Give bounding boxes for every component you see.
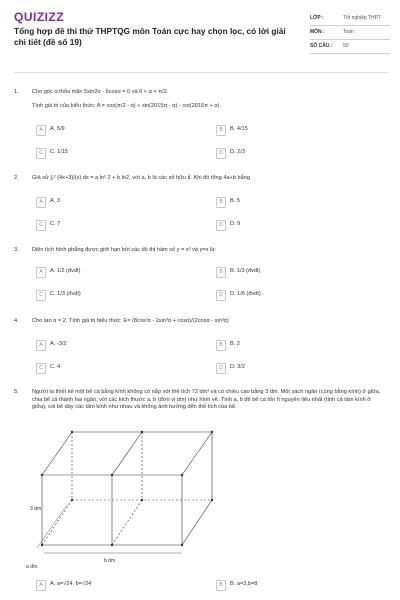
meta-table bbox=[310, 12, 390, 54]
meta-row-count bbox=[310, 40, 390, 54]
meta-value: Toán bbox=[343, 29, 354, 35]
option-box: C bbox=[36, 148, 46, 159]
option-box: A bbox=[36, 340, 46, 351]
question-number: 5. bbox=[14, 389, 19, 395]
option-text: D. 2/3 bbox=[230, 149, 245, 155]
option-box: B bbox=[216, 267, 226, 278]
option-d[interactable] bbox=[216, 220, 386, 230]
question-text: Giả sử ∫₁² (4x+3)/(x) dx = a ln² 2 + b ln2, với a, b là các số hữu tỉ. Khi đó tổng 4a+b bằng bbox=[32, 175, 250, 181]
option-text: B. 2 bbox=[230, 341, 240, 347]
option-box: D bbox=[216, 220, 226, 231]
question-1 bbox=[14, 89, 388, 169]
option-text: A. 3 bbox=[50, 198, 60, 204]
quizizz-logo: QUIZIZZ bbox=[14, 10, 65, 24]
question-text: Cho tan α = 2. Tính giá trị biểu thức: E= (8cos³α - 2sin³α + cosα)/(2cosα - sin³α) bbox=[32, 318, 229, 324]
option-c[interactable] bbox=[36, 363, 206, 373]
option-a[interactable] bbox=[36, 580, 206, 590]
question-number: 1. bbox=[14, 89, 19, 95]
height-label: 3 dm bbox=[30, 506, 42, 512]
meta-row-class bbox=[310, 12, 390, 26]
option-text: C. 7 bbox=[50, 221, 61, 227]
option-b[interactable] bbox=[216, 340, 386, 350]
option-box: C bbox=[36, 290, 46, 301]
question-3 bbox=[14, 247, 388, 307]
option-text: C. 1/3 (đvdt) bbox=[50, 291, 81, 297]
option-b[interactable] bbox=[216, 125, 386, 135]
option-text: A. 5/9 bbox=[50, 126, 65, 132]
option-text: A. -3/2 bbox=[50, 341, 67, 347]
option-text: A. 1/2 (đvdt) bbox=[50, 268, 81, 274]
option-box: A bbox=[36, 267, 46, 278]
option-a[interactable] bbox=[36, 267, 206, 277]
meta-key: LỚP : bbox=[310, 15, 324, 21]
option-text: D. 3/2 bbox=[230, 364, 245, 370]
option-box: D bbox=[216, 363, 226, 374]
option-text: B. 1/3 (đvdt) bbox=[230, 268, 261, 274]
question-4 bbox=[14, 318, 388, 378]
option-text: C. 1/15 bbox=[50, 149, 69, 155]
meta-row-subject bbox=[310, 26, 390, 40]
question-text bbox=[32, 89, 382, 110]
meta-key: SỐ CÂU : bbox=[310, 43, 333, 49]
option-box: A bbox=[36, 580, 46, 591]
option-c[interactable] bbox=[36, 220, 206, 230]
option-box: C bbox=[36, 220, 46, 231]
option-box: A bbox=[36, 197, 46, 208]
option-box: D bbox=[216, 290, 226, 301]
header bbox=[0, 0, 400, 72]
option-text: A. a=√24, b=√24 bbox=[50, 581, 92, 587]
option-a[interactable] bbox=[36, 197, 206, 207]
option-text: D. 9 bbox=[230, 221, 241, 227]
option-a[interactable] bbox=[36, 125, 206, 135]
option-text: B. a=3,b=8 bbox=[230, 581, 258, 587]
a-label: a dm bbox=[26, 564, 38, 570]
page-title: Tổng hợp đề thi thử THPTQG môn Toán cực hay chọn lọc, có lời giải chi tiết (đề số 19) bbox=[14, 26, 286, 47]
option-box: C bbox=[36, 363, 46, 374]
option-c[interactable] bbox=[36, 148, 206, 158]
option-text: D. 1/6 (đvdt) bbox=[230, 291, 261, 297]
question-line: Cho góc α thỏa mãn 5sin2α - 6cosα = 0 và 0 < α < π/2. bbox=[32, 89, 169, 95]
option-c[interactable] bbox=[36, 290, 206, 300]
option-box: B bbox=[216, 197, 226, 208]
option-box: A bbox=[36, 125, 46, 136]
question-line: Tính giá trị của biểu thức: A = cos(π/2 - α) + sin(2015π - α) - cot(2016π + α). bbox=[32, 102, 222, 109]
question-text: Diện tích hình phẳng được giới hạn bởi các đồ thị hàm số y = x² và y=x là: bbox=[32, 247, 216, 253]
option-b[interactable] bbox=[216, 580, 386, 590]
question-number: 2. bbox=[14, 175, 19, 181]
fish-tank-figure bbox=[26, 420, 272, 570]
question-number: 4. bbox=[14, 318, 19, 324]
meta-value: 50 bbox=[343, 43, 349, 49]
option-text: B. 4/15 bbox=[230, 126, 248, 132]
option-box: B bbox=[216, 340, 226, 351]
option-b[interactable] bbox=[216, 197, 386, 207]
b-label: b dm bbox=[104, 558, 116, 564]
header-divider bbox=[14, 72, 388, 73]
option-text: B. 5 bbox=[230, 198, 240, 204]
option-box: B bbox=[216, 125, 226, 136]
meta-key: MÔN : bbox=[310, 29, 325, 35]
option-box: D bbox=[216, 148, 226, 159]
question-2 bbox=[14, 175, 388, 235]
option-d[interactable] bbox=[216, 290, 386, 300]
option-d[interactable] bbox=[216, 148, 386, 158]
meta-value: Tốt nghiệp THPT bbox=[343, 15, 381, 21]
option-b[interactable] bbox=[216, 267, 386, 277]
option-text: C. 4 bbox=[50, 364, 61, 370]
option-box: B bbox=[216, 580, 226, 591]
question-text: Người ta thiết kế một bể cá bằng kính không có nắp với thể tích 72 dm³ và có chiều cao bằng 3 dm. Một vách ngăn (cùng bằng kính) ở giữa, chia bể cá thành hai ngăn, với các kích thước a, b (đơn vị dm) như hình vẽ. Tính a, b để bể cá tốn ít nguyên liệu nhất (tính cả tấm kính ở giữa), coi bề dày các tấm kính như nhau và không ảnh hưởng đến thể tích của bể. bbox=[32, 389, 381, 410]
option-a[interactable] bbox=[36, 340, 206, 350]
option-d[interactable] bbox=[216, 363, 386, 373]
question-number: 3. bbox=[14, 247, 19, 253]
